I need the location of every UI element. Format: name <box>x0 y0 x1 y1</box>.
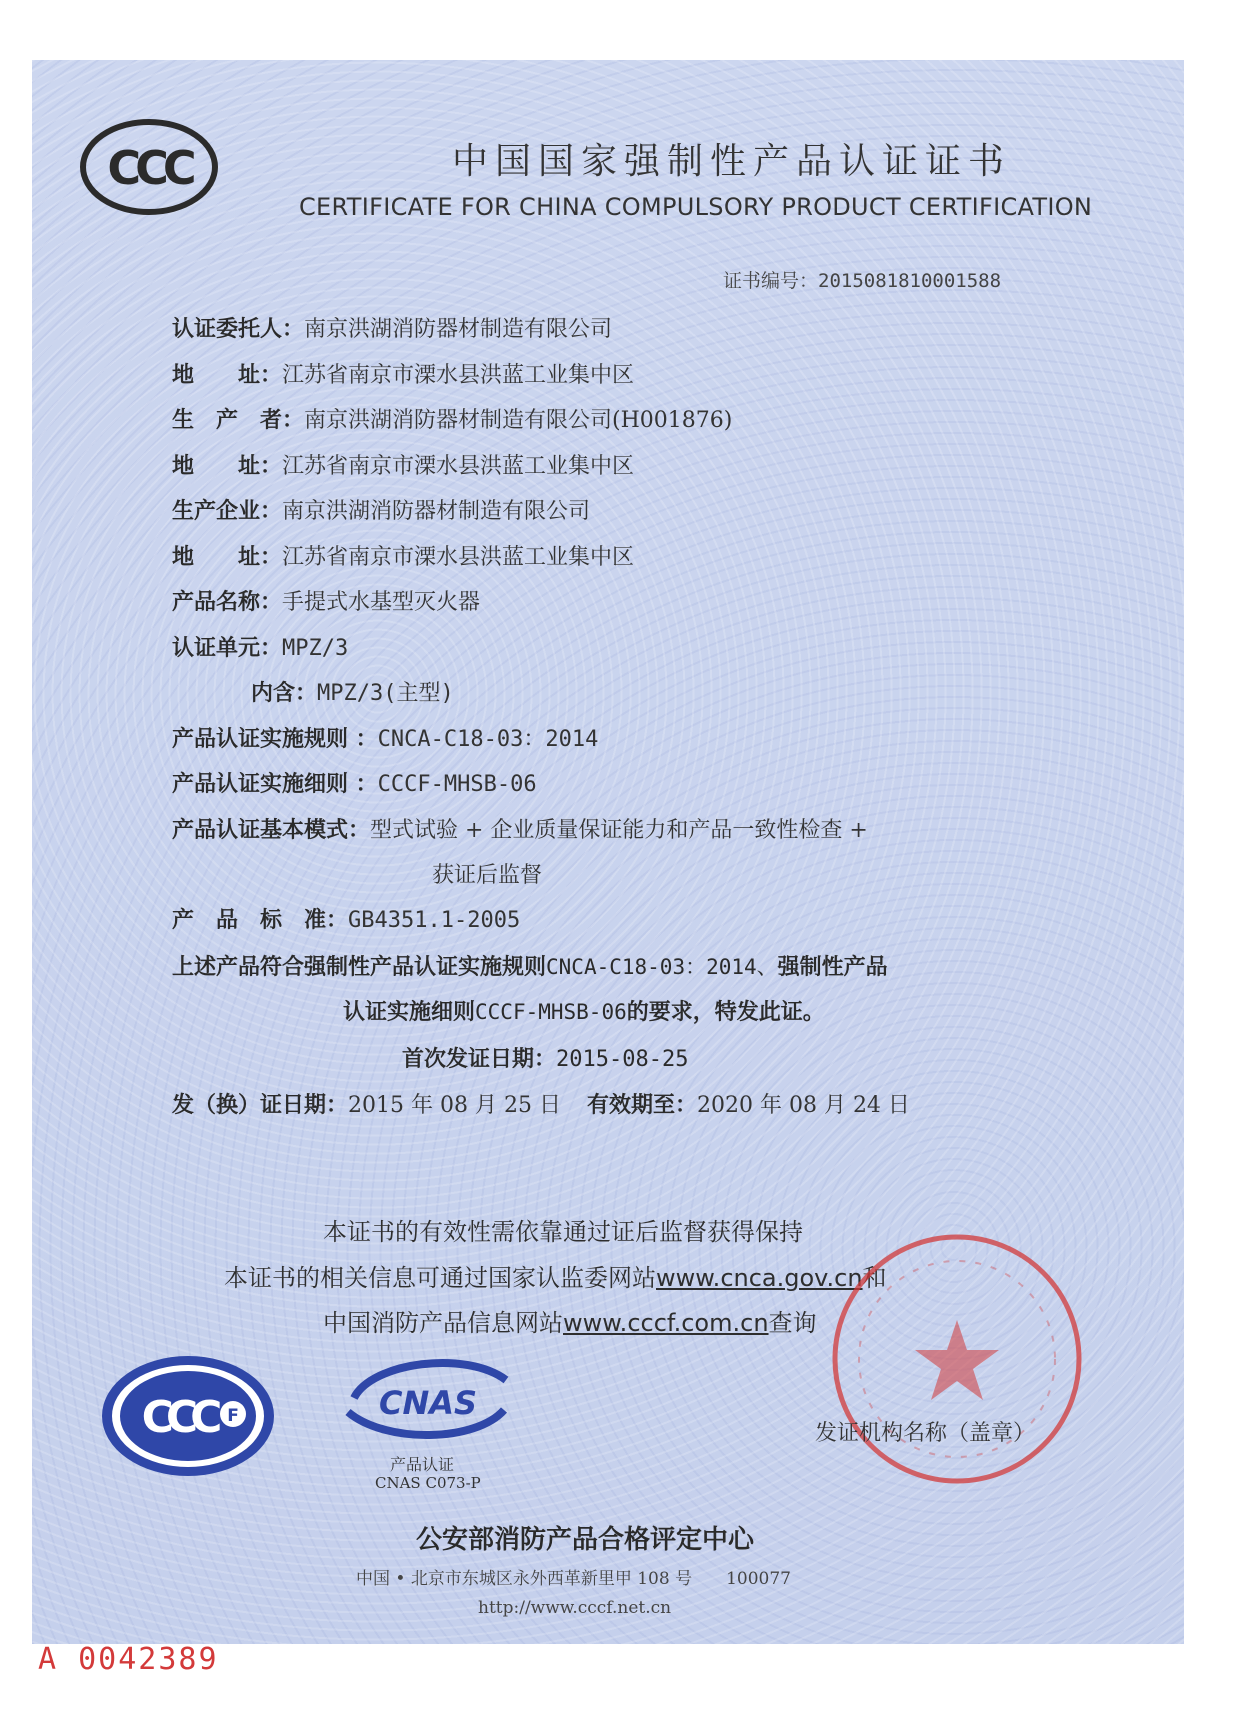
serial-number: A 0042389 <box>38 1642 219 1677</box>
mode-value-1: 型式试验 + 企业质量保证能力和产品一致性检查 + <box>370 818 868 843</box>
field-client <box>172 312 612 343</box>
rules-label: 产品认证实施规则 ： <box>172 727 378 752</box>
address-2-label: 地 址： <box>172 454 283 479</box>
cccf-link[interactable]: www.cccf.com.cn <box>563 1309 769 1337</box>
contains-value: MPZ/3(主型) <box>317 681 454 706</box>
factory-label: 生产企业： <box>172 499 283 524</box>
statement-1b: CNCA-C18-03：2014、 <box>546 955 778 979</box>
mode-label: 产品认证基本模式： <box>172 818 371 843</box>
cert-no-label: 证书编号： <box>723 270 819 292</box>
notice-3a: 中国消防产品信息网站 <box>323 1309 563 1337</box>
field-rules <box>172 722 598 753</box>
statement-2b: CCCF-MHSB-06 <box>475 1000 627 1024</box>
notice-line-2 <box>224 1258 887 1293</box>
cccf-logo <box>98 1352 278 1480</box>
seal-star-icon <box>915 1320 999 1400</box>
field-cert-unit <box>172 631 348 662</box>
valid-until-value: 2020 年 08 月 24 日 <box>696 1093 910 1118</box>
manufacturer-label: 生 产 者： <box>172 408 305 433</box>
notice-3b: 查询 <box>768 1309 817 1337</box>
field-standard <box>172 903 520 934</box>
field-contains <box>251 676 454 707</box>
certificate-number <box>723 266 1001 293</box>
mode-value-2: 获证后监督 <box>432 863 543 888</box>
address-1-value: 江苏省南京市溧水县洪蓝工业集中区 <box>282 363 635 388</box>
field-manufacturer <box>172 403 732 434</box>
cnas-logo <box>336 1352 516 1448</box>
notice-line-3 <box>323 1303 817 1338</box>
first-issue-date <box>402 1042 688 1073</box>
cnas-logo-text: CNAS <box>378 1384 478 1422</box>
field-address-3 <box>172 540 634 571</box>
issue-date-label: 发（换）证日期： <box>172 1093 349 1118</box>
title-en: CERTIFICATE FOR CHINA COMPULSORY PRODUCT CERTIFICATION <box>299 193 1093 221</box>
first-issue-value: 2015-08-25 <box>556 1047 689 1072</box>
issue-date-value: 2015 年 08 月 25 日 <box>348 1093 561 1118</box>
first-issue-label: 首次发证日期： <box>402 1047 557 1072</box>
contains-label: 内含： <box>251 681 318 706</box>
cccf-logo-text: CCC <box>141 1392 215 1443</box>
address-2-value: 江苏省南京市溧水县洪蓝工业集中区 <box>282 454 635 479</box>
statement-2c: 的要求，特发此证。 <box>626 1000 825 1025</box>
product-value: 手提式水基型灭火器 <box>282 590 481 615</box>
valid-until-label: 有效期至： <box>586 1093 697 1118</box>
field-factory <box>172 494 590 525</box>
cnas-caption-1: 产品认证 <box>390 1455 455 1474</box>
issuer-address: 中国 • 北京市东城区永外西革新里甲 108 号 100077 <box>356 1569 791 1589</box>
field-address-1 <box>172 358 634 389</box>
seal-label: 发证机构名称（盖章） <box>815 1421 1036 1446</box>
address-1-label: 地 址： <box>172 363 283 388</box>
title-cn: 中国国家强制性产品认证证书 <box>452 141 1012 182</box>
cnas-caption-2: CNAS C073-P <box>375 1474 481 1492</box>
cccf-f-text: F <box>227 1406 239 1426</box>
unit-label: 认证单元： <box>172 636 283 661</box>
rules-value: CNCA-C18-03：2014 <box>377 727 599 752</box>
cert-no-value: 2015081810001588 <box>818 270 1002 292</box>
field-mode <box>172 813 868 844</box>
ccc-logo <box>78 118 220 216</box>
factory-value: 南京洪湖消防器材制造有限公司 <box>282 499 591 524</box>
detail-label: 产品认证实施细则 ： <box>172 772 378 797</box>
address-3-label: 地 址： <box>172 545 283 570</box>
notice-2b: 和 <box>862 1264 887 1292</box>
field-address-2 <box>172 449 634 480</box>
official-seal <box>826 1228 1088 1490</box>
product-label: 产品名称： <box>172 590 283 615</box>
standard-label: 产 品 标 准： <box>172 908 349 933</box>
unit-value: MPZ/3 <box>282 636 349 661</box>
issuer-name: 公安部消防产品合格评定中心 <box>416 1525 755 1555</box>
client-label: 认证委托人： <box>172 317 305 342</box>
statement-1c: 强制性产品 <box>777 955 888 980</box>
statement-line-1 <box>172 950 888 981</box>
ccc-logo-text: CCC <box>107 141 191 195</box>
notice-2a: 本证书的相关信息可通过国家认监委网站 <box>224 1264 656 1292</box>
client-value: 南京洪湖消防器材制造有限公司 <box>304 317 613 342</box>
issue-dates <box>172 1088 910 1119</box>
statement-2a: 认证实施细则 <box>343 1000 476 1025</box>
cnca-link[interactable]: www.cnca.gov.cn <box>656 1264 863 1292</box>
manufacturer-value: 南京洪湖消防器材制造有限公司(H001876) <box>304 408 733 433</box>
statement-1a: 上述产品符合强制性产品认证实施规则 <box>172 955 547 980</box>
field-mode-cont <box>432 858 542 889</box>
notice-line-1: 本证书的有效性需依靠通过证后监督获得保持 <box>323 1218 803 1246</box>
field-product-name <box>172 585 480 616</box>
detail-value: CCCF-MHSB-06 <box>377 772 537 797</box>
statement-line-2 <box>343 995 825 1026</box>
issuer-url[interactable]: http://www.cccf.net.cn <box>478 1598 672 1618</box>
standard-value: GB4351.1-2005 <box>348 908 521 933</box>
field-detail-rules <box>172 767 537 798</box>
address-3-value: 江苏省南京市溧水县洪蓝工业集中区 <box>282 545 635 570</box>
